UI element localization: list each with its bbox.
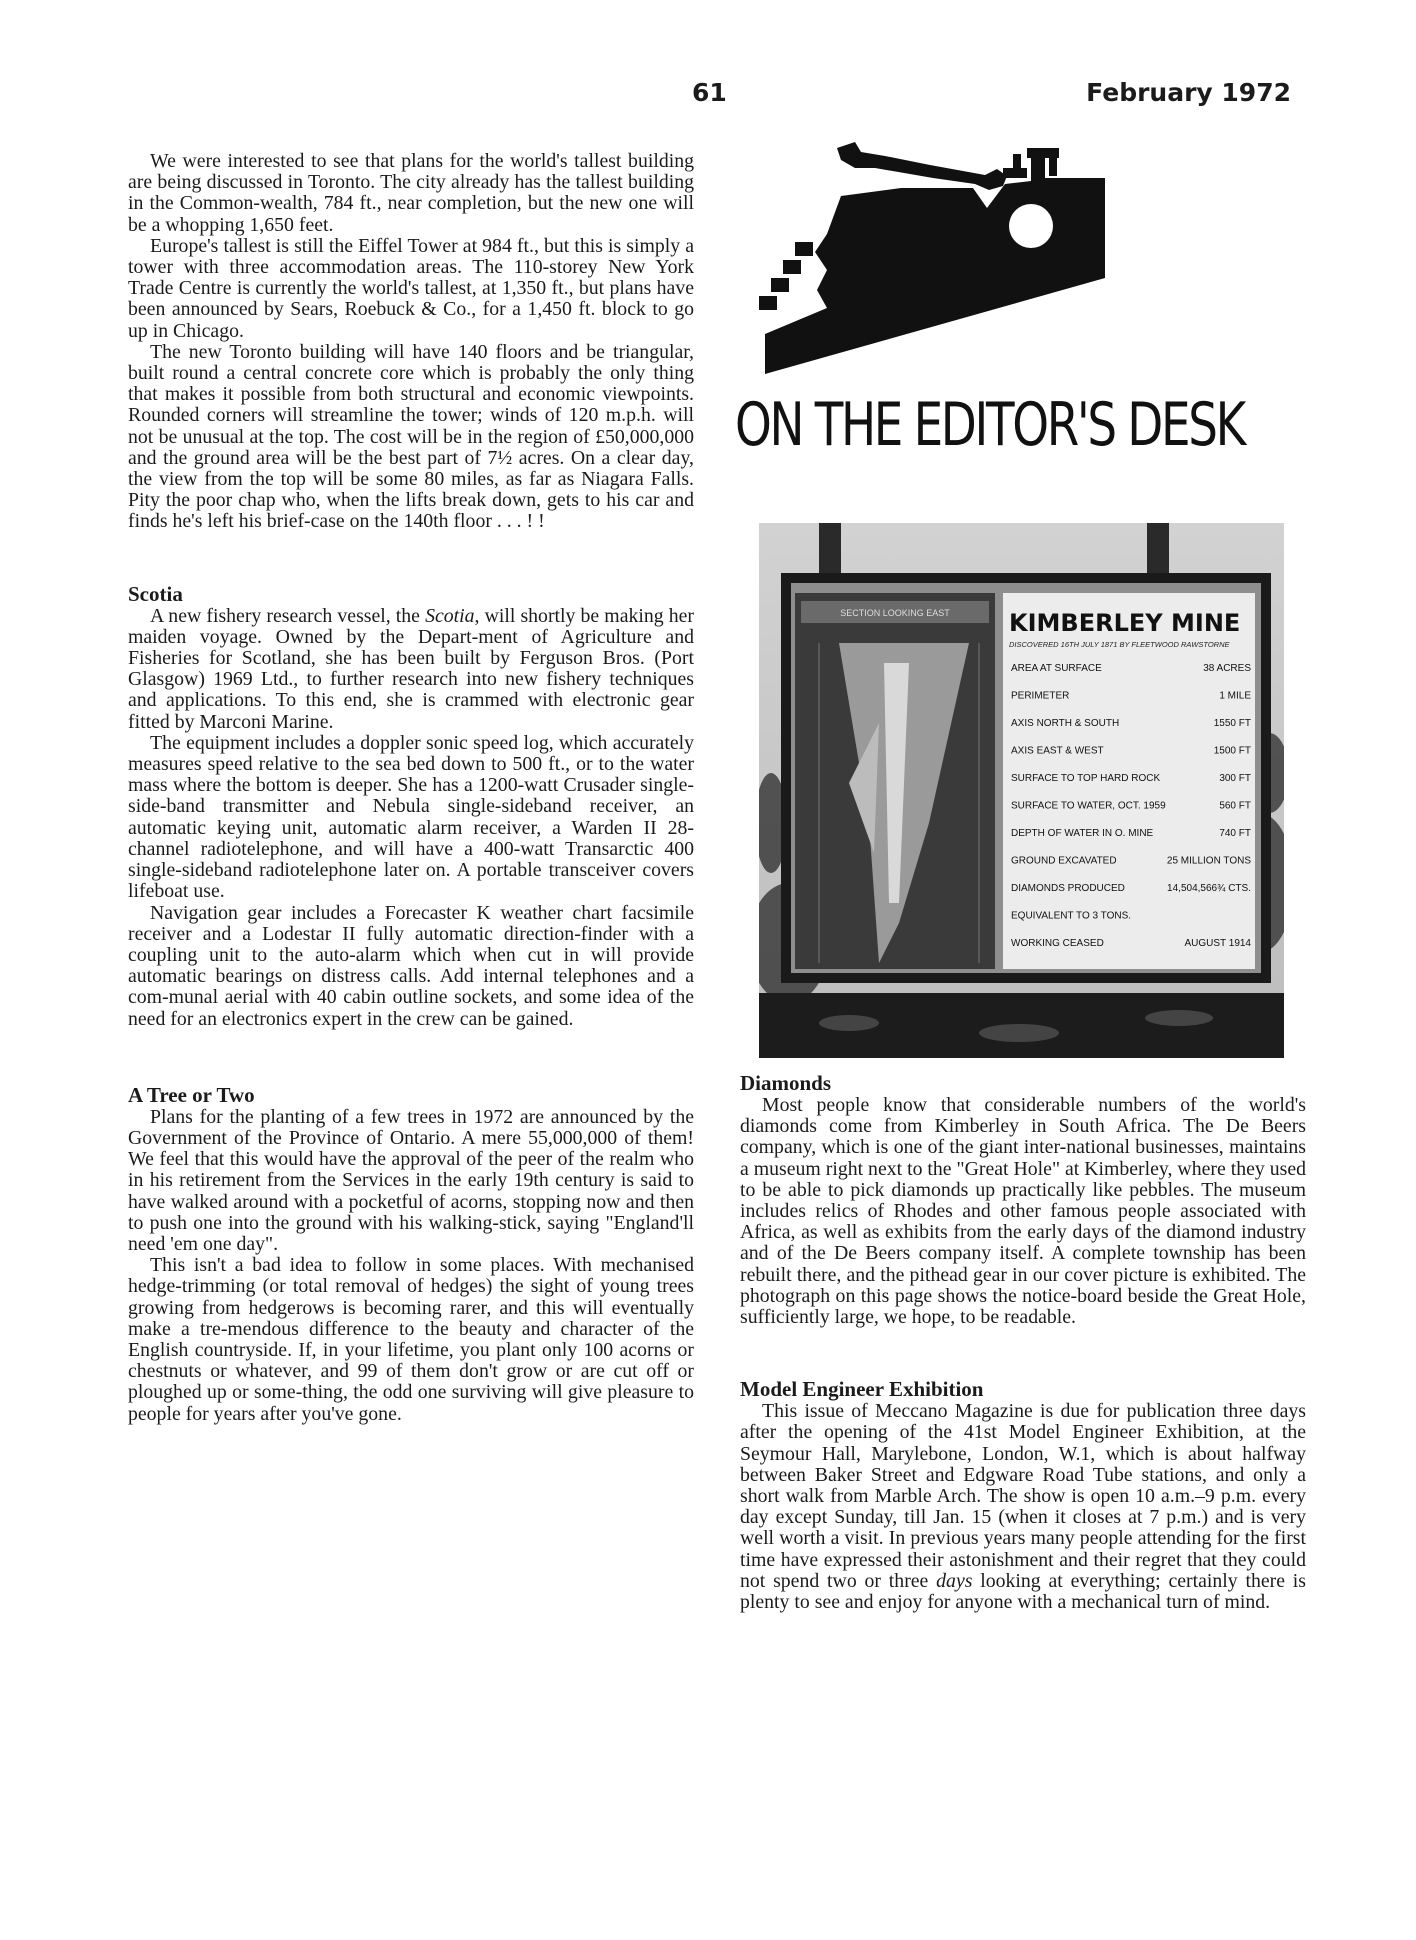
board-row-value: 38 ACRES xyxy=(1203,663,1251,674)
notice-board-image xyxy=(759,523,1284,1058)
left-column xyxy=(128,151,694,1425)
board-row-label: AREA AT SURFACE xyxy=(1011,663,1102,674)
right-column xyxy=(740,1072,1306,1613)
section-label: SECTION LOOKING EAST xyxy=(840,608,950,618)
tree-heading: A Tree or Two xyxy=(128,1082,255,1107)
board-row-label: DEPTH OF WATER IN O. MINE xyxy=(1011,828,1154,839)
board-subtitle: DISCOVERED 16TH JULY 1871 BY FLEETWOOD RAWSTORNE xyxy=(1009,640,1230,649)
exhibition-paragraph: This issue of Meccano Magazine is due for publication three days after the opening of the 41st Model Engineer Exhibition, at the Seymour Hall, Marylebone, London, W.1, which is about halfway between Baker Street and Edgware Road Tube stations, and only a short walk from Marble Arch. The show is open 10 a.m.–9 p.m. every day except Sunday, till Jan. 15 (when it closes at 7 p.m.) and is very well worth a visit. In previous years many people attending for the first time have expressed their astonishment and their regret that they could not spend two or three days looking at everything; certainly there is plenty to see and enjoy for anyone with a mechanical turn of mind. xyxy=(740,1400,1306,1614)
board-row-label: AXIS NORTH & SOUTH xyxy=(1011,718,1120,729)
scotia-paragraph: The equipment includes a doppler sonic speed log, which accurately measures speed relative to the sea bed down to 500 ft., or to the water mass where the bottom is deeper. She has a 1200-watt Crusader single-side-band transmitter and Nebula single-sideband receiver, an automatic keying unit, automatic alarm receiver, a Warden II 28-channel radiotelephone, and will have a 400-watt Transarctic 400 single-sideband radiotelephone later on. A portable transceiver covers lifeboat use. xyxy=(128,731,694,903)
exhibition-heading: Model Engineer Exhibition xyxy=(740,1377,984,1402)
board-row-value: 14,504,566¾ CTS. xyxy=(1167,883,1251,894)
board-row-label: PERIMETER xyxy=(1011,690,1070,702)
diamonds-heading: Diamonds xyxy=(740,1071,832,1095)
ship-name: Scotia xyxy=(425,604,475,627)
board-row-label: AXIS EAST & WEST xyxy=(1011,745,1104,757)
emphasis: days xyxy=(936,1569,973,1592)
board-row-value: 740 FT xyxy=(1219,828,1251,839)
kimberley-mine-photo xyxy=(759,523,1284,1058)
intro-paragraph: The new Toronto building will have 140 floors and be triangular, built round a central concrete core which is probably the only thing that makes it possible from both structural and economic viewpoints. Rounded corners will streamline the tower; winds of 120 m.p.h. will not be unusual at the top. The cost will be in the region of £50,000,000 and the ground area will be the best part of 7½ acres. On a clear day, the view from the top will be some 80 miles, as far as Niagara Falls. Pity the poor chap who, when the lifts break down, gets to his car and finds he's left his brief-case on the 140th floor . . . ! ! xyxy=(128,340,694,533)
tree-paragraph: This isn't a bad idea to follow in some places. With mechanised hedge-trimming (or total removal of hedges) the sight of young trees growing from hedgerows is becoming rarer, and this will eventually make a tre-mendous difference to the beauty and character of the English countryside. If, in your lifetime, you plant only 100 acorns or chestnuts or whatever, and 99 of them don't grow or are cut off or ploughed up or some-thing, the odd one surviving will give pleasure to people for years after you've gone. xyxy=(128,1254,694,1425)
scotia-paragraph: Navigation gear includes a Forecaster K weather chart facsimile receiver and a Lodestar II fully automatic direction-finder with a coupling unit to the auto-alarm which when cut in will provide automatic bearings on distress calls. Add internal telephones and a com-munal aerial with 40 cabin outline sockets, and some idea of the need for an electronics expert in the crew can be gained. xyxy=(128,901,694,1030)
scotia-paragraph: A new fishery research vessel, the Scotia, will shortly be making her maiden voyage. Owned by the Depart-ment of Agriculture and Fisheries for Scotland, she has been built by Ferguson Bros. (Port Glasgow) 1969 Ltd., to further research into new fishery techniques and applications. To this end, she is crammed with electronic gear fitted by Marconi Marine. xyxy=(128,604,695,733)
board-row-label: WORKING CEASED xyxy=(1011,938,1104,949)
board-row-label: DIAMONDS PRODUCED xyxy=(1011,883,1125,894)
board-row-label: SURFACE TO WATER, OCT. 1959 xyxy=(1011,800,1166,812)
issue-date: February 1972 xyxy=(1086,78,1291,107)
board-title: KIMBERLEY MINE xyxy=(1009,609,1241,637)
board-row-label: SURFACE TO TOP HARD ROCK xyxy=(1011,773,1161,784)
board-row-value: 300 FT xyxy=(1219,773,1251,784)
board-row-value: 1500 FT xyxy=(1213,745,1251,757)
masthead-title: ON THE EDITOR'S DESK xyxy=(735,390,1244,460)
scotia-heading: Scotia xyxy=(128,581,183,606)
editors-desk-masthead xyxy=(735,138,1305,458)
intro-paragraph: We were interested to see that plans for the world's tallest building are being discussed in Toronto. The city already has the tallest building in the Common-wealth, 784 ft., near completion, but the new one will be a whopping 1,650 feet. xyxy=(128,150,694,236)
board-row-value: 25 MILLION TONS xyxy=(1166,855,1251,867)
board-row-value: 1550 FT xyxy=(1213,718,1251,729)
board-row-value: 560 FT xyxy=(1219,800,1251,812)
intro-paragraph: Europe's tallest is still the Eiffel Tower at 984 ft., but this is simply a tower with three accommodation areas. The 110-storey New York Trade Centre is currently the world's tallest, at 1,350 ft., but plans have been announced by Sears, Roebuck & Co., for a 1,450 ft. block to go up in Chicago. xyxy=(128,234,694,342)
typewriter-logo xyxy=(735,138,1305,393)
page-header xyxy=(0,78,1416,114)
diamonds-paragraph: Most people know that considerable numbers of the world's diamonds come from Kimberley in South Africa. The De Beers company, which is one of the giant inter-national businesses, maintains a museum right next to the "Great Hole" at Kimberley, where they used to be able to pick diamonds up practically like pebbles. The museum includes relics of Rhodes and other famous people associated with Africa, as well as exhibits from the early days of the diamond industry and of the De Beers company itself. A complete township has been rebuilt there, and the pithead gear in our cover picture is exhibited. The photograph on this page shows the notice-board beside the Great Hole, sufficiently large, we hope, to be readable. xyxy=(740,1094,1306,1329)
board-row-value: 1 MILE xyxy=(1219,690,1251,702)
board-row-label: GROUND EXCAVATED xyxy=(1011,855,1117,867)
page-number: 61 xyxy=(692,78,727,107)
board-row-value: AUGUST 1914 xyxy=(1184,938,1251,949)
tree-paragraph: Plans for the planting of a few trees in 1972 are announced by the Government of the Province of Ontario. A mere 55,000,000 of them! We feel that this would have the approval of the peer of the realm who in his retirement from the Services in the early 19th century is said to have walked around with a pocketful of acorns, stopping now and then to push one into the ground with his walking-stick, saying "England'll need 'em one day". xyxy=(128,1105,694,1255)
board-row-label: EQUIVALENT TO 3 TONS. xyxy=(1011,910,1132,922)
